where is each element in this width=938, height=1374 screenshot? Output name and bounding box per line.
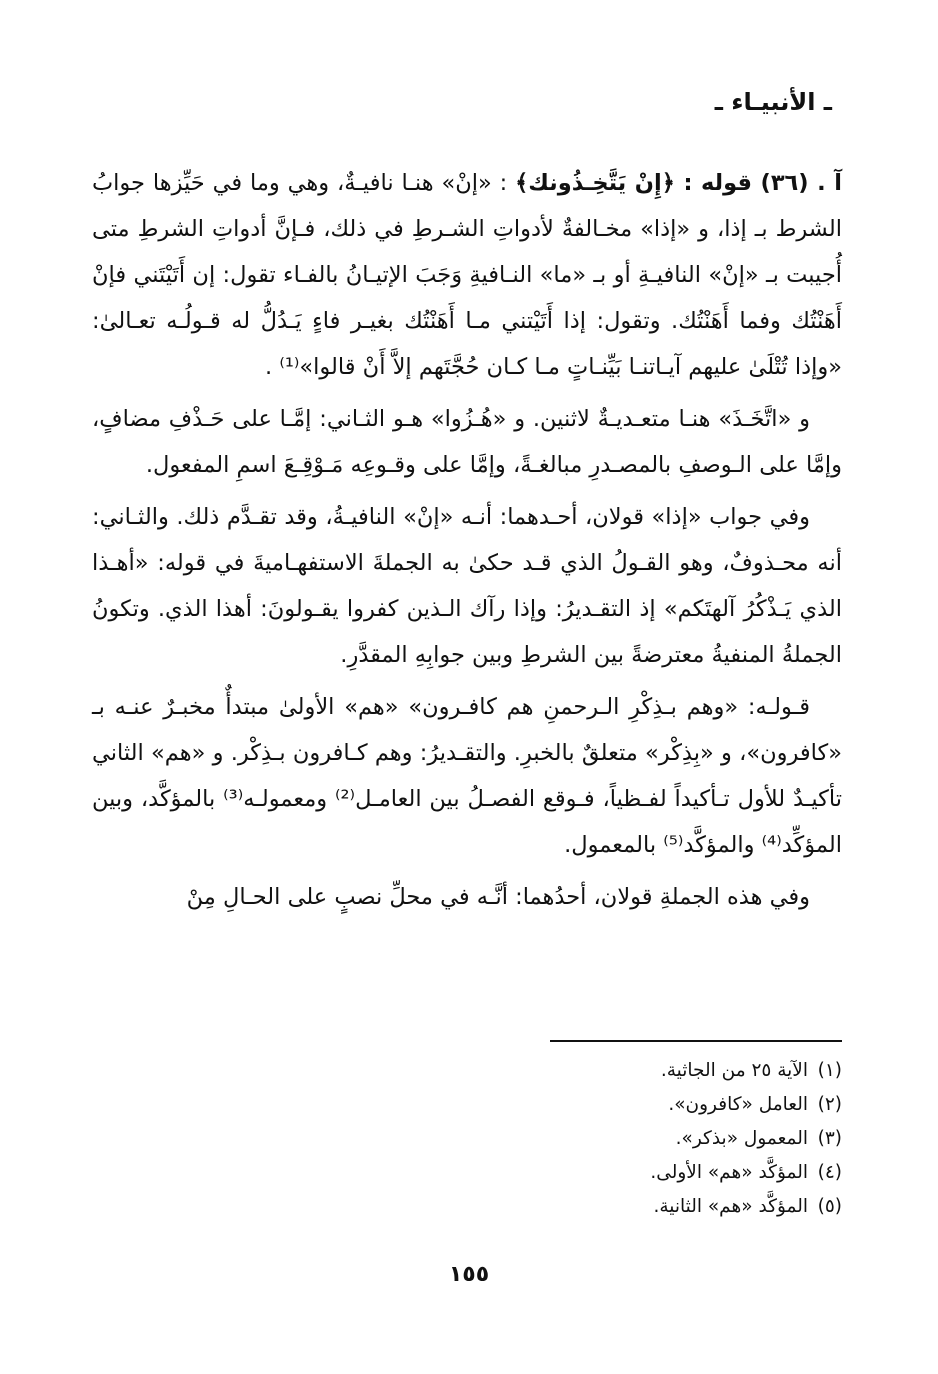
footnote-item (342, 1190, 842, 1224)
footnote-item (342, 1122, 842, 1156)
page-number: ١٥٥ (448, 1262, 490, 1287)
footnote-text: المؤكَّد «هم» الأولى. (650, 1162, 808, 1183)
footnote-separator (550, 1040, 842, 1042)
paragraph-5 (92, 874, 842, 920)
footnote-item (342, 1088, 842, 1122)
footnote-item (342, 1156, 842, 1190)
paragraph-text: و «اتَّخَـذَ» هنـا متعـديـةٌ لاثنين. و «هُـزُوا» هـو الثـاني: إمَّـا على حَـذْفِ مضافٍ، وإمَّا على الـوصفِ بالمصـدرِ مبالغـةً، وإمَّا على وقـوعِه مَـوْقِـعَ اسمِ المفعول. (92, 406, 842, 478)
footnotes-list (342, 1054, 842, 1224)
paragraph-4 (92, 684, 842, 868)
verse-reference: آ . (٣٦) قوله : ﴿إِنْ يَتَّخِـذُونك﴾ (515, 170, 842, 196)
footnote-number: (٢) (817, 1094, 842, 1115)
footnote-text: المؤكَّد «هم» الثانية. (653, 1196, 808, 1217)
footnote-text: المعمول «بذكر». (675, 1128, 808, 1149)
paragraph-text: : «إنْ» هنـا نافيـةٌ، وهي وما في حَيِّزها جوابُ الشرط بـ إذا، و «إذا» مخـالفةٌ لأدواتِ الشـرطِ في ذلك، فـإنَّ أدواتِ الشرطِ متى أُجيبت بـ «إنْ» النافيـةِ أو بـ «ما» النـافيةِ وَجَبَ الإتيـانُ بالفـاء تقول: إن أَتَيْتَني فإنْ أَهَنْتُك وفما أَهَنْتُك. وتقول: إذا أَتَيْتني مـا أَهَنْتُك بغيـر فاءٍ يَـدُلُّ له قـولُـه تعـالىٰ: «وإذا تُتْلَىٰ عليهم آيـاتنـا بَيِّنـاتٍ مـا كـان حُجَّتَهم إلاَّ أَنْ قالوا»⁽¹⁾ . (92, 170, 842, 380)
paragraph-text: وفي جواب «إذا» قولان، أحـدهما: أنـه «إنْ» النافيـةُ، وقد تقـدَّم ذلك. والثـاني: أنه محـذوفٌ، وهو القـولُ الذي قـد حكىٰ به الجملةَ الاستفهـاميةَ في قوله: «أهـذا الذي يَـذْكُرُ آلهتَكم» إذ التقـديرُ: وإذا رآك الـذين كفروا يقـولونَ: أهذا الذي. وتكونُ الجملةُ المنفيةُ معترضةً بين الشرطِ وبين جوابِهِ المقدَّرِ. (92, 504, 842, 668)
paragraph-1 (92, 160, 842, 390)
body-text (92, 160, 842, 926)
footnote-text: الآية ٢٥ من الجاثية. (660, 1060, 808, 1081)
footnote-item (342, 1054, 842, 1088)
footnote-number: (١) (817, 1060, 842, 1081)
footnote-number: (٣) (817, 1128, 842, 1149)
footnote-number: (٥) (817, 1196, 842, 1217)
paragraph-2 (92, 396, 842, 488)
footnote-number: (٤) (817, 1162, 842, 1183)
paragraph-3 (92, 494, 842, 678)
paragraph-text: قـولـه: «وهم بـذِكْرِ الـرحمنِ هم كافـرون» «هم» الأولىٰ مبتدأٌ مخبـرٌ عنـه بـ «كافرون»، و «بِذِكْر» متعلقٌ بالخبرِ. والتقـديرُ: وهم كـافرون بـذِكْر. و «هم» الثاني تأكيـدٌ للأول تـأكيداً لفـظياً، فـوقع الفصـلُ بين العامـل⁽²⁾ ومعمولـه⁽³⁾ بالمؤكَّد، وبين المؤكِّد⁽⁴⁾ والمؤكَّد⁽⁵⁾ بالمعمول. (92, 694, 842, 858)
running-header-title: ـ الأنبيـاء ـ (714, 88, 832, 116)
paragraph-text: وفي هذه الجملةِ قولان، أحدُهما: أنَّـه في محلِّ نصبٍ على الحـالِ مِنْ (186, 884, 810, 910)
footnote-text: العامل «كافرون». (668, 1094, 808, 1115)
